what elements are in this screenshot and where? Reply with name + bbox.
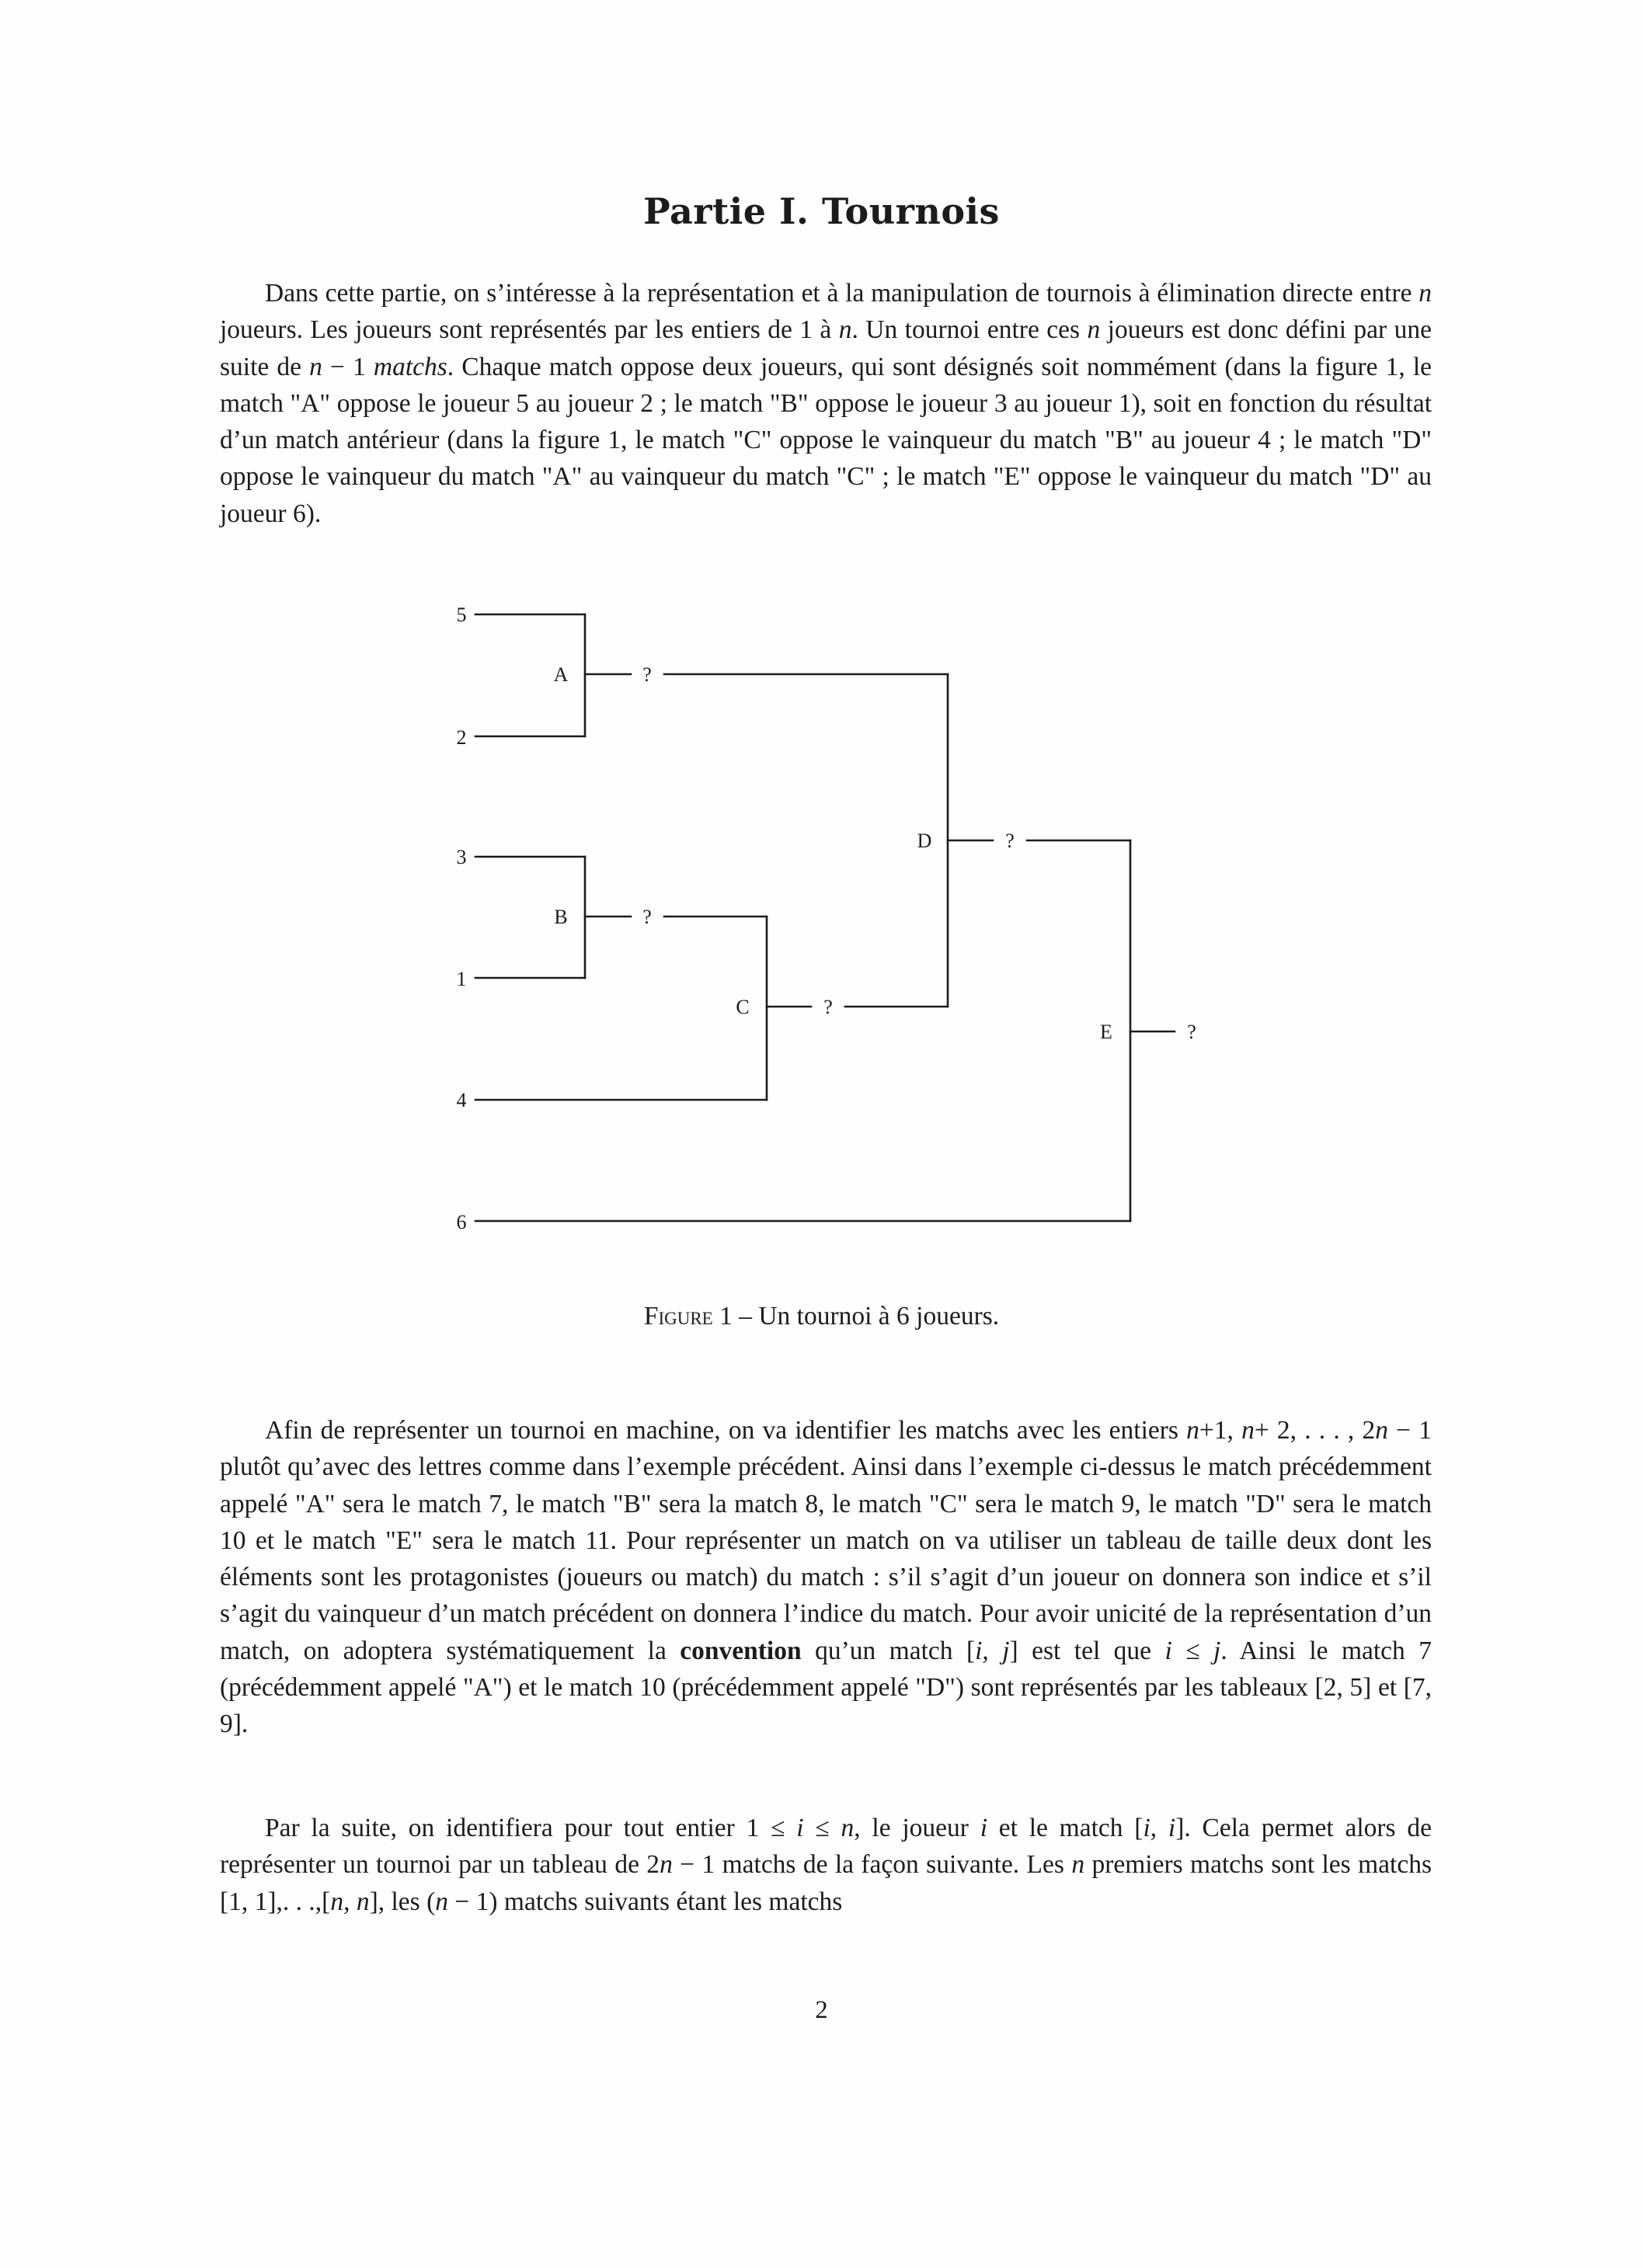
text-run: ] est tel que [1009,1636,1165,1665]
player-label: 4 [456,1089,467,1111]
bold-convention: convention [680,1636,802,1665]
emphasis-matchs: matchs [373,352,447,381]
page-number: 2 [815,1996,828,2024]
text-run: . Chaque match oppose deux joueurs, qui sont désignés soit nommément (dans la figure 1, le match "A" oppose le joueur 5 au joueur 2 ; le match "B" oppose le joueur 3 au joueur 1), soit en fonction du résultat d’un match antérieur (dans la figure 1, le match "C" oppose le vainqueur du match "B" au joueur 4 ; le match "D" oppose le vainqueur du match "A" au vainqueur du match "C" ; le match "E" oppose le vainqueur du match "D" au joueur 6). [220,352,1432,528]
winner-placeholder-e: ? [1187,1021,1196,1043]
text-run: ≤ [803,1814,841,1842]
math-n: n [309,352,322,381]
text-run: Dans cette partie, on s’intéresse à la représentation et à la manipulation de tournois à élimination directe entre [265,279,1419,308]
match-label-c: C [736,996,750,1018]
text-run: , le joueur [854,1814,980,1842]
section-title: Partie I. Tournois [643,190,1000,232]
text-run: . Un tournoi entre ces [851,315,1088,345]
math-i: i [796,1814,804,1842]
winner-placeholder-c: ? [823,996,833,1018]
player-label: 2 [456,726,467,749]
match-label-d: D [917,830,932,852]
text-run: − 1 [322,352,374,381]
text-run: − 1 matchs de la façon suivante. Les [672,1850,1072,1880]
match-label-a: A [553,663,569,686]
winner-placeholder-b: ? [642,906,652,928]
math-n: n [1375,1416,1388,1445]
text-run: ], les ( [369,1887,436,1916]
text-run: + 2, . . . , 2 [1254,1416,1376,1445]
text-run: et le match [ [987,1814,1143,1842]
representation-paragraph [220,1412,1432,1743]
text-run: Par la suite, on identifiera pour tout entier 1 ≤ [265,1814,797,1842]
math-ij: i, j [975,1636,1010,1665]
math-n: n [435,1887,448,1916]
math-n: n [1186,1416,1199,1445]
text-run: joueurs est donc défini par une suite de [220,315,1432,381]
match-label-b: B [554,906,568,928]
text-run: premiers matchs sont les matchs [1, 1],. . .,[ [220,1850,1432,1916]
text-run: qu’un match [ [801,1636,976,1665]
text-run: joueurs. Les joueurs sont représentés par les entiers de 1 à [220,315,839,345]
player-label: 5 [456,604,467,626]
identification-paragraph [220,1810,1432,1920]
text-run: ]. Cela permet alors de représenter un tournoi par un tableau de 2 [220,1814,1432,1880]
caption-prefix: Figure [643,1302,713,1331]
math-n: n [838,315,852,345]
match-label-e: E [1100,1021,1112,1043]
winner-placeholder-a: ? [642,663,652,686]
math-n: n [1071,1850,1085,1880]
text-run: − 1 plutôt qu’avec des lettres comme dans l’exemple précédent. Ainsi dans l’exemple ci-dessus le match précédemment appelé "A" sera le match 7, le match "B" sera la match 8, le match "C" sera le match 9, le match "D" sera le match 10 et le match "E" sera le match 11. Pour représenter un match on va utiliser un tableau de taille deux dont les éléments sont les protagonistes (joueurs ou match) du match : s’il s’agit d’un joueur on donnera son indice et s’il s’agit du vainqueur d’un match précédent on donnera l’indice du match. Pour avoir unicité de la représentation d’un match, on adoptera systématiquement la [220,1416,1432,1665]
text-run: − 1) matchs suivants étant les matchs [448,1887,843,1916]
text-run: +1, [1199,1416,1242,1445]
math-i: i [980,1814,988,1842]
player-label: 3 [456,846,467,868]
player-label: 1 [456,968,467,990]
caption-text: 1 – Un tournoi à 6 joueurs. [712,1302,1000,1331]
figure-caption [0,1302,1643,1331]
text-run: . Ainsi le match 7 (précédemment appelé "A") et le match 10 (précédemment appelé "D") sont représentés par les tableaux [2, 5] et [7, 9]. [220,1636,1432,1739]
math-nn: n, n [330,1887,370,1916]
math-n: n [1241,1416,1255,1445]
text-run: Afin de représenter un tournoi en machine, on va identifier les matchs avec les entiers [265,1416,1187,1445]
math-n: n [841,1814,855,1842]
math-ii: i, i [1143,1814,1176,1842]
math-i-leq-j: i ≤ j [1164,1636,1221,1665]
math-n: n [1087,315,1101,345]
player-label: 6 [456,1211,467,1233]
math-n: n [1418,279,1432,308]
math-n: n [660,1850,673,1880]
winner-placeholder-d: ? [1005,830,1015,852]
